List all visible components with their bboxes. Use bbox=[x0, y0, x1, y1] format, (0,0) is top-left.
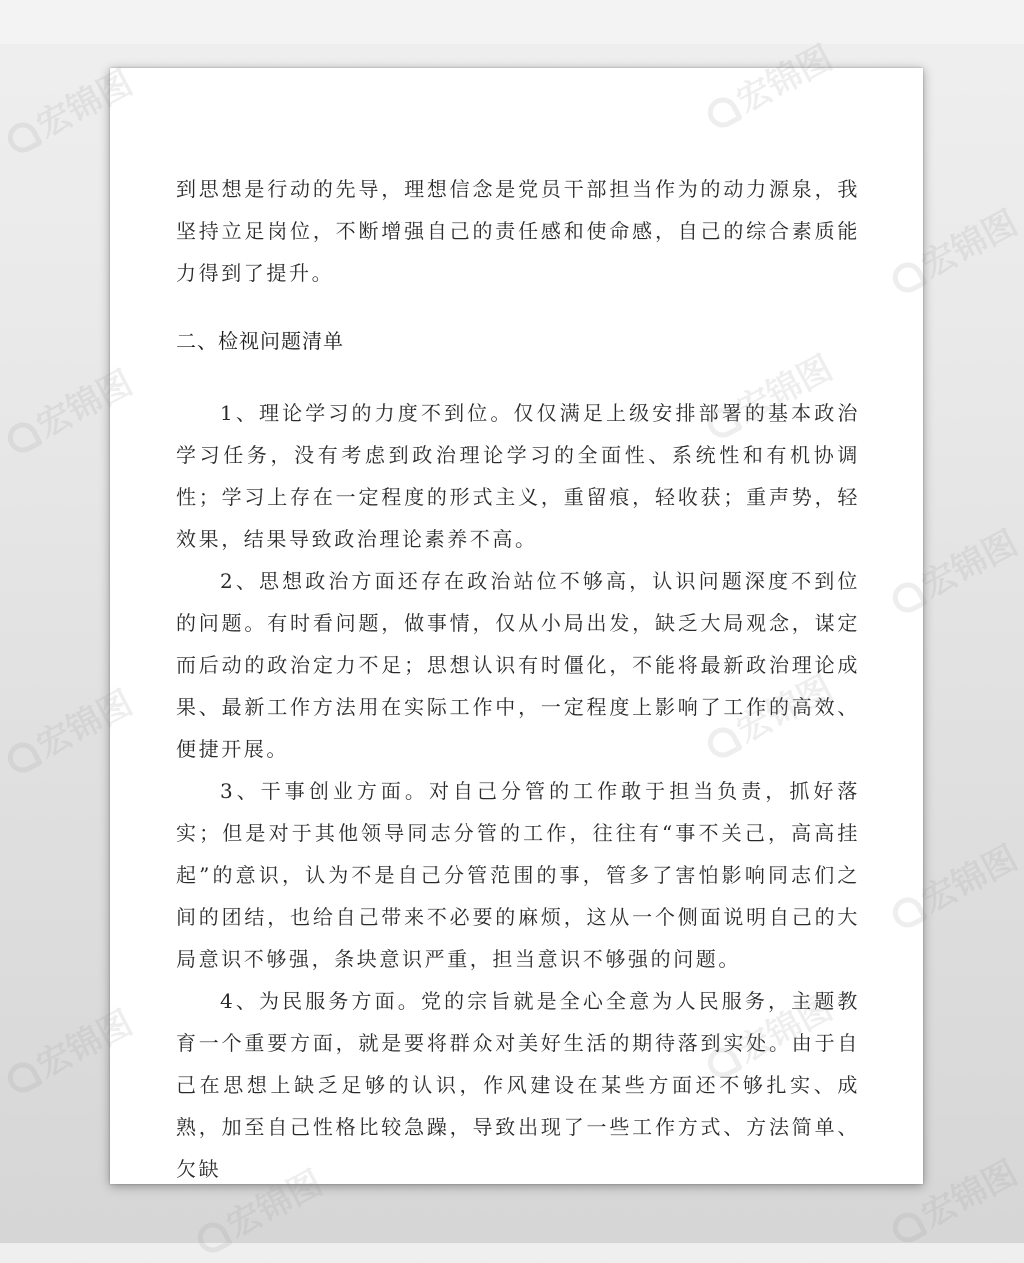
watermark-logo-icon bbox=[3, 417, 44, 458]
watermark: 宏锦图 bbox=[881, 196, 1024, 303]
document-page bbox=[110, 68, 923, 1184]
item-paragraph-3: 3、干事创业方面。对自己分管的工作敢于担当负责，抓好落实；但是对于其他领导同志分管的工作，往往有“事不关己，高高挂起”的意识，认为不是自己分管范围的事，管多了害怕影响同志们之间的团结，也给自己带来不必要的麻烦，这从一个侧面说明自己的大局意识不够强，条块意识严重，担当意识不够强的问题。 bbox=[176, 779, 860, 971]
document-body bbox=[176, 168, 860, 1184]
watermark: 宏锦图 bbox=[0, 676, 140, 783]
watermark-logo-icon bbox=[193, 1217, 234, 1258]
watermark: 宏锦图 bbox=[0, 356, 140, 463]
item-paragraph-1: 1、理论学习的力度不到位。仅仅满足上级安排部署的基本政治学习任务，没有考虑到政治理论学习的全面性、系统性和有机协调性；学习上存在一定程度的形式主义，重留痕，轻收获；重声势，轻效果，结果导致政治理论素养不高。 bbox=[176, 401, 860, 551]
item-paragraph-4: 4、为民服务方面。党的宗旨就是全心全意为人民服务，主题教育一个重要方面，就是要将群众对美好生活的期待落到实处。由于自己在思想上缺乏足够的认识，作风建设在某些方面还不够扎实、成熟，加至自己性格比较急躁，导致出现了一些工作方式、方法简单、欠缺 bbox=[176, 989, 860, 1181]
watermark: 宏锦图 bbox=[186, 1156, 329, 1263]
watermark-logo-icon bbox=[888, 1207, 929, 1248]
watermark: 宏锦图 bbox=[881, 1146, 1024, 1253]
section-heading: 二、检视问题清单 bbox=[176, 329, 344, 353]
watermark-logo-icon bbox=[3, 1057, 44, 1098]
item-paragraph-2: 2、思想政治方面还存在政治站位不够高，认识问题深度不到位的问题。有时看问题，做事情，仅从小局出发，缺乏大局观念，谋定而后动的政治定力不足；思想认识有时僵化，不能将最新政治理论成果、最新工作方法用在实际工作中，一定程度上影响了工作的高效、便捷开展。 bbox=[176, 569, 860, 761]
watermark-logo-icon bbox=[3, 737, 44, 778]
opening-paragraph: 到思想是行动的先导，理想信念是党员干部担当作为的动力源泉，我坚持立足岗位，不断增强自己的责任感和使命感，自己的综合素质能力得到了提升。 bbox=[176, 177, 860, 285]
watermark: 宏锦图 bbox=[881, 831, 1024, 938]
watermark: 宏锦图 bbox=[881, 516, 1024, 623]
watermark: 宏锦图 bbox=[0, 996, 140, 1103]
top-band bbox=[0, 0, 1024, 44]
watermark: 宏锦图 bbox=[0, 56, 140, 163]
watermark-logo-icon bbox=[3, 117, 44, 158]
